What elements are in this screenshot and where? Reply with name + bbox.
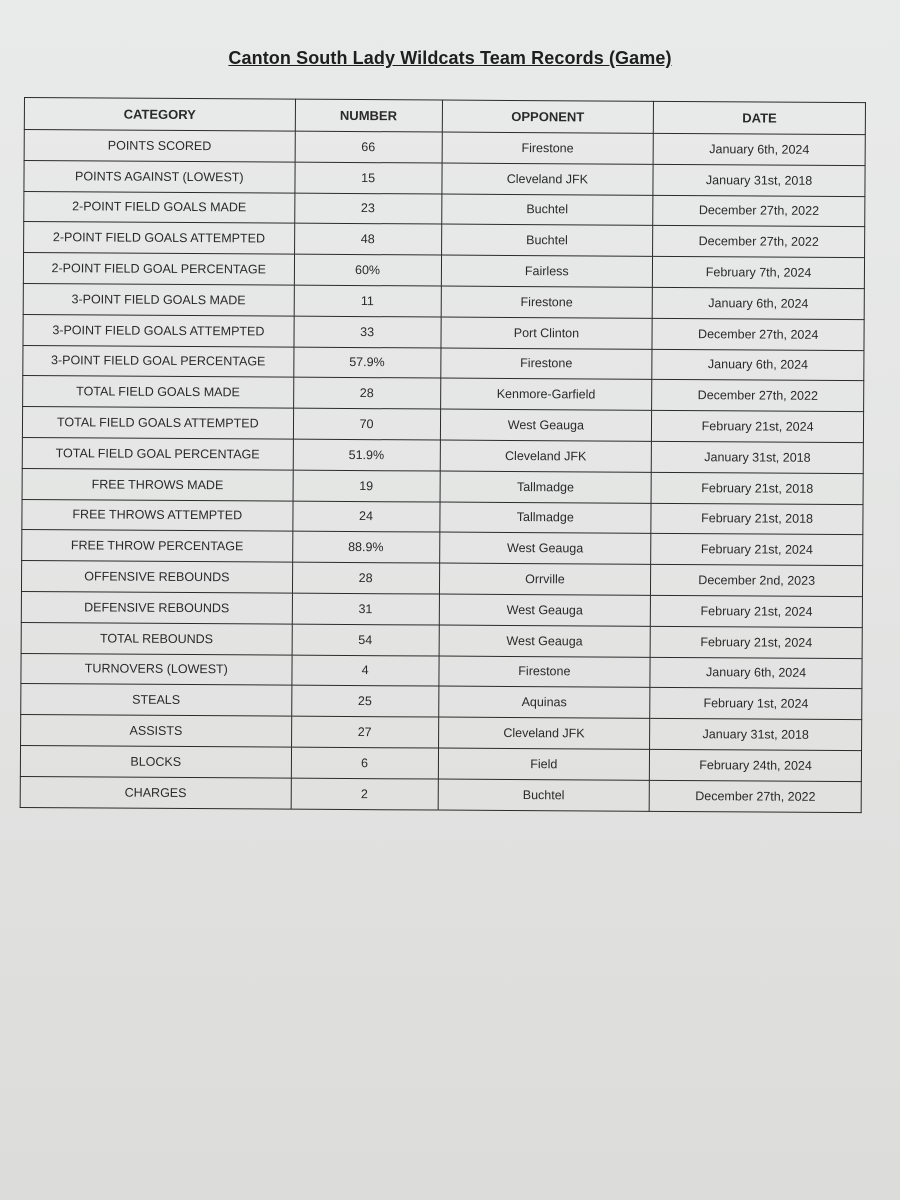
cell-category: POINTS AGAINST (LOWEST) [24, 160, 295, 192]
cell-category: 2-POINT FIELD GOALS MADE [24, 191, 295, 223]
cell-category: 2-POINT FIELD GOALS ATTEMPTED [24, 222, 295, 254]
records-table [20, 97, 866, 813]
cell-opponent: West Geauga [439, 532, 651, 564]
cell-date: February 21st, 2018 [651, 472, 863, 504]
cell-date: February 7th, 2024 [653, 257, 865, 289]
cell-number: 15 [295, 162, 442, 194]
cell-category: 3-POINT FIELD GOAL PERCENTAGE [23, 345, 294, 377]
cell-number: 24 [293, 501, 440, 533]
cell-category: CHARGES [20, 776, 291, 808]
cell-number: 28 [292, 562, 439, 594]
cell-category: FREE THROW PERCENTAGE [22, 530, 293, 562]
cell-date: January 6th, 2024 [652, 349, 864, 381]
cell-opponent: Buchtel [438, 779, 650, 811]
cell-number: 2 [291, 778, 438, 810]
cell-category: BLOCKS [20, 745, 291, 777]
cell-date: February 21st, 2024 [650, 626, 862, 658]
cell-number: 51.9% [293, 439, 440, 471]
table-row [21, 591, 862, 627]
cell-category: ASSISTS [21, 715, 292, 747]
cell-number: 54 [292, 624, 439, 656]
table-row [20, 776, 861, 812]
cell-number: 25 [291, 685, 438, 717]
table-row [22, 437, 863, 473]
cell-date: January 6th, 2024 [652, 287, 864, 319]
cell-opponent: Orrville [439, 563, 651, 595]
table-body [20, 130, 865, 813]
table-row [24, 222, 865, 258]
cell-opponent: Buchtel [441, 224, 653, 256]
cell-date: December 2nd, 2023 [651, 564, 863, 596]
table-row [24, 191, 865, 227]
header-row [24, 98, 865, 135]
cell-opponent: Firestone [442, 132, 654, 164]
table-row [23, 253, 864, 289]
cell-opponent: Port Clinton [440, 317, 652, 349]
header-opponent: OPPONENT [442, 100, 654, 133]
cell-opponent: Buchtel [441, 194, 653, 226]
cell-number: 33 [294, 316, 441, 348]
cell-category: DEFENSIVE REBOUNDS [21, 591, 292, 623]
cell-number: 57.9% [293, 347, 440, 379]
cell-date: February 21st, 2018 [651, 503, 863, 535]
cell-number: 88.9% [292, 532, 439, 564]
cell-date: February 1st, 2024 [650, 688, 862, 720]
cell-opponent: Firestone [441, 286, 653, 318]
cell-category: TOTAL REBOUNDS [21, 622, 292, 654]
cell-number: 48 [294, 224, 441, 256]
cell-category: OFFENSIVE REBOUNDS [21, 561, 292, 593]
cell-opponent: Firestone [440, 348, 652, 380]
cell-category: TOTAL FIELD GOALS ATTEMPTED [22, 407, 293, 439]
cell-category: TOTAL FIELD GOAL PERCENTAGE [22, 437, 293, 469]
cell-opponent: Tallmadge [439, 502, 651, 534]
cell-category: TOTAL FIELD GOALS MADE [23, 376, 294, 408]
cell-opponent: West Geauga [439, 625, 651, 657]
table-row [22, 499, 863, 535]
table-row [23, 345, 864, 381]
cell-category: 2-POINT FIELD GOAL PERCENTAGE [23, 253, 294, 285]
cell-date: February 24th, 2024 [650, 749, 862, 781]
cell-date: January 6th, 2024 [653, 133, 865, 165]
cell-category: FREE THROWS MADE [22, 468, 293, 500]
cell-opponent: Field [438, 748, 650, 780]
cell-category: POINTS SCORED [24, 130, 295, 162]
cell-date: February 21st, 2024 [652, 411, 864, 443]
cell-opponent: Cleveland JFK [441, 163, 653, 195]
table-row [22, 530, 863, 566]
cell-date: January 6th, 2024 [650, 657, 862, 689]
cell-date: February 21st, 2024 [651, 595, 863, 627]
table-row [24, 130, 865, 166]
cell-date: December 27th, 2022 [652, 380, 864, 412]
cell-opponent: Kenmore-Garfield [440, 378, 652, 410]
cell-number: 66 [295, 131, 442, 163]
table-row [24, 160, 865, 196]
table-row [21, 622, 862, 658]
table-row [23, 314, 864, 350]
cell-category: 3-POINT FIELD GOALS ATTEMPTED [23, 314, 294, 346]
cell-date: December 27th, 2022 [649, 780, 861, 812]
table-row [21, 684, 862, 720]
cell-opponent: Cleveland JFK [438, 717, 650, 749]
header-date: DATE [654, 101, 866, 134]
cell-number: 23 [294, 193, 441, 225]
cell-number: 11 [294, 285, 441, 317]
cell-number: 31 [292, 593, 439, 625]
cell-date: December 27th, 2024 [652, 318, 864, 350]
cell-date: February 21st, 2024 [651, 534, 863, 566]
cell-number: 60% [294, 254, 441, 286]
table-row [21, 715, 862, 751]
cell-date: January 31st, 2018 [653, 164, 865, 196]
cell-opponent: West Geauga [439, 594, 651, 626]
cell-category: 3-POINT FIELD GOALS MADE [23, 283, 294, 315]
cell-number: 28 [293, 378, 440, 410]
header-category: CATEGORY [24, 98, 295, 132]
cell-opponent: Cleveland JFK [440, 440, 652, 472]
cell-opponent: West Geauga [440, 409, 652, 441]
cell-date: January 31st, 2018 [650, 718, 862, 750]
cell-opponent: Fairless [441, 255, 653, 287]
table-row [23, 376, 864, 412]
cell-category: FREE THROWS ATTEMPTED [22, 499, 293, 531]
cell-opponent: Firestone [438, 656, 650, 688]
table-row [21, 561, 862, 597]
cell-number: 27 [291, 716, 438, 748]
page-title: Canton South Lady Wildcats Team Records (Game) [228, 48, 672, 68]
table-row [21, 653, 862, 689]
cell-date: December 27th, 2022 [653, 195, 865, 227]
cell-category: STEALS [21, 684, 292, 716]
cell-category: TURNOVERS (LOWEST) [21, 653, 292, 685]
table-row [23, 283, 864, 319]
table-row [22, 407, 863, 443]
header-number: NUMBER [295, 99, 442, 132]
cell-opponent: Aquinas [438, 686, 650, 718]
cell-number: 4 [292, 655, 439, 687]
cell-date: January 31st, 2018 [651, 441, 863, 473]
cell-date: December 27th, 2022 [653, 226, 865, 258]
table-row [20, 745, 861, 781]
table-row [22, 468, 863, 504]
cell-opponent: Tallmadge [440, 471, 652, 503]
cell-number: 70 [293, 408, 440, 440]
cell-number: 19 [293, 470, 440, 502]
cell-number: 6 [291, 747, 438, 779]
